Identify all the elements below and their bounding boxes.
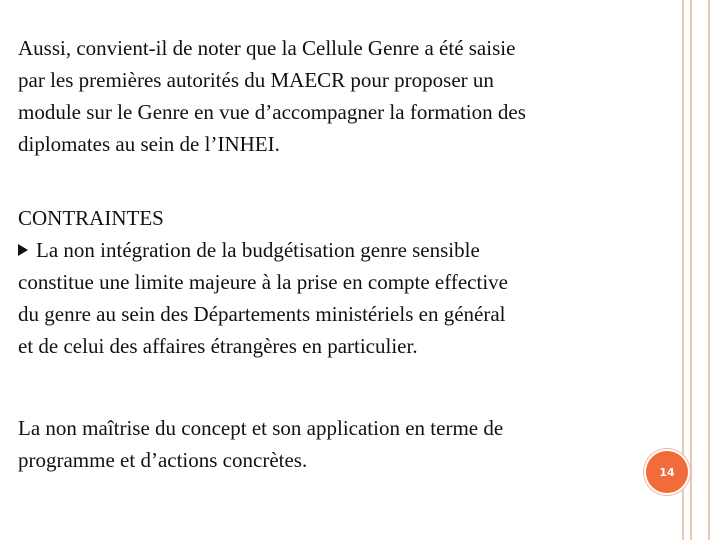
closing-paragraph	[18, 412, 628, 476]
text-line: et de celui des affaires étrangères en particulier.	[18, 334, 418, 358]
intro-paragraph	[18, 32, 628, 160]
text-line: diplomates au sein de l’INHEI.	[18, 132, 280, 156]
text-line: module sur le Genre en vue d’accompagner la formation des	[18, 100, 526, 124]
text-line: La non intégration de la budgétisation genre sensible	[36, 238, 480, 262]
text-line: programme et d’actions concrètes.	[18, 448, 308, 472]
text-line: constitue une limite majeure à la prise en compte effective	[18, 270, 508, 294]
text-line: du genre au sein des Départements ministériels en général	[18, 302, 506, 326]
section-heading: CONTRAINTES	[18, 206, 164, 230]
text-line: Aussi, convient-il de noter que la Cellule Genre a été saisie	[18, 36, 516, 60]
decorative-line	[708, 0, 710, 540]
decorative-line	[690, 0, 692, 540]
bullet-line	[18, 234, 628, 266]
text-line: La non maîtrise du concept et son application en terme de	[18, 416, 504, 440]
page-number-badge: 14	[644, 449, 690, 495]
constraints-bullet	[18, 234, 628, 362]
arrow-bullet-icon	[18, 244, 28, 256]
text-line: par les premières autorités du MAECR pour proposer un	[18, 68, 494, 92]
